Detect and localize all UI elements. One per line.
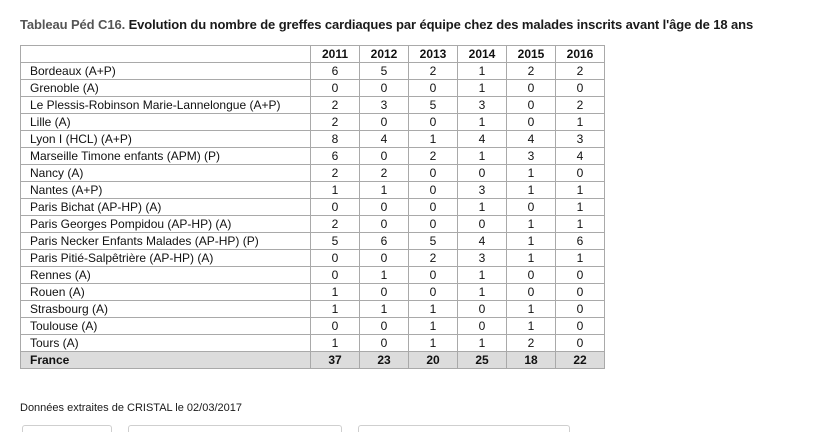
header-corner-cell: [21, 46, 311, 63]
value-cell-2013: 0: [409, 284, 458, 301]
value-cell-2012: 6: [360, 233, 409, 250]
value-cell-2013: 0: [409, 267, 458, 284]
value-cell-2014: 1: [458, 335, 507, 352]
team-name-cell: Le Plessis-Robinson Marie-Lannelongue (A+P): [21, 97, 311, 114]
value-cell-2014: 1: [458, 148, 507, 165]
value-cell-2012: 0: [360, 284, 409, 301]
value-cell-2015: 1: [507, 182, 556, 199]
value-cell-2013: 1: [409, 318, 458, 335]
value-cell-2013: 0: [409, 80, 458, 97]
team-name-cell: Bordeaux (A+P): [21, 63, 311, 80]
year-header-2012: 2012: [360, 46, 409, 63]
table-row: [21, 80, 605, 97]
value-cell-2016: 0: [556, 301, 605, 318]
value-cell-2016: 1: [556, 114, 605, 131]
value-cell-2013: 5: [409, 233, 458, 250]
value-cell-2016: 0: [556, 335, 605, 352]
value-cell-2015: 3: [507, 148, 556, 165]
value-cell-2011: 2: [311, 165, 360, 182]
total-row: [21, 352, 605, 369]
team-name-cell: Paris Pitié-Salpêtrière (AP-HP) (A): [21, 250, 311, 267]
value-cell-2011: 0: [311, 199, 360, 216]
value-cell-2011: 1: [311, 301, 360, 318]
value-cell-2016: 2: [556, 97, 605, 114]
header-row: [21, 46, 605, 63]
value-cell-2015: 1: [507, 318, 556, 335]
value-cell-2012: 0: [360, 148, 409, 165]
team-name-cell: Lyon I (HCL) (A+P): [21, 131, 311, 148]
value-cell-2015: 1: [507, 301, 556, 318]
team-name-cell: Rouen (A): [21, 284, 311, 301]
value-cell-2016: 1: [556, 199, 605, 216]
value-cell-2015: 1: [507, 250, 556, 267]
year-header-2013: 2013: [409, 46, 458, 63]
value-cell-2014: 1: [458, 114, 507, 131]
value-cell-2011: 2: [311, 97, 360, 114]
table-row: [21, 335, 605, 352]
total-value-2014: 25: [458, 352, 507, 369]
value-cell-2012: 0: [360, 80, 409, 97]
value-cell-2012: 0: [360, 318, 409, 335]
value-cell-2014: 0: [458, 216, 507, 233]
year-header-2011: 2011: [311, 46, 360, 63]
team-name-cell: Marseille Timone enfants (APM) (P): [21, 148, 311, 165]
total-value-2013: 20: [409, 352, 458, 369]
value-cell-2014: 1: [458, 63, 507, 80]
year-header-2014: 2014: [458, 46, 507, 63]
value-cell-2013: 1: [409, 131, 458, 148]
value-cell-2014: 0: [458, 165, 507, 182]
value-cell-2013: 0: [409, 199, 458, 216]
value-cell-2011: 0: [311, 267, 360, 284]
value-cell-2012: 0: [360, 199, 409, 216]
value-cell-2012: 0: [360, 250, 409, 267]
table-row: [21, 165, 605, 182]
team-name-cell: Nancy (A): [21, 165, 311, 182]
table-row: [21, 216, 605, 233]
value-cell-2011: 0: [311, 318, 360, 335]
value-cell-2016: 0: [556, 165, 605, 182]
source-note: Données extraites de CRISTAL le 02/03/2017: [20, 402, 242, 414]
value-cell-2012: 1: [360, 301, 409, 318]
team-name-cell: Paris Necker Enfants Malades (AP-HP) (P): [21, 233, 311, 250]
value-cell-2016: 0: [556, 318, 605, 335]
value-cell-2011: 0: [311, 80, 360, 97]
value-cell-2016: 6: [556, 233, 605, 250]
table-body: [21, 63, 605, 352]
team-name-cell: Tours (A): [21, 335, 311, 352]
value-cell-2013: 2: [409, 148, 458, 165]
table-row: [21, 199, 605, 216]
value-cell-2015: 4: [507, 131, 556, 148]
team-name-cell: Nantes (A+P): [21, 182, 311, 199]
value-cell-2014: 1: [458, 80, 507, 97]
value-cell-2011: 0: [311, 250, 360, 267]
value-cell-2014: 4: [458, 131, 507, 148]
table-row: [21, 182, 605, 199]
value-cell-2015: 2: [507, 335, 556, 352]
value-cell-2011: 2: [311, 216, 360, 233]
total-value-2016: 22: [556, 352, 605, 369]
value-cell-2016: 1: [556, 216, 605, 233]
value-cell-2015: 0: [507, 80, 556, 97]
value-cell-2011: 8: [311, 131, 360, 148]
total-value-2012: 23: [360, 352, 409, 369]
table-row: [21, 131, 605, 148]
value-cell-2015: 1: [507, 216, 556, 233]
table-row: [21, 233, 605, 250]
value-cell-2015: 2: [507, 63, 556, 80]
table-row: [21, 318, 605, 335]
value-cell-2012: 0: [360, 335, 409, 352]
value-cell-2014: 1: [458, 284, 507, 301]
value-cell-2013: 1: [409, 301, 458, 318]
value-cell-2011: 1: [311, 284, 360, 301]
total-label: France: [21, 352, 311, 369]
value-cell-2013: 0: [409, 165, 458, 182]
value-cell-2012: 0: [360, 114, 409, 131]
table-row: [21, 97, 605, 114]
team-name-cell: Grenoble (A): [21, 80, 311, 97]
value-cell-2014: 0: [458, 301, 507, 318]
table-caption: [20, 17, 753, 32]
transplant-table: [20, 45, 605, 369]
value-cell-2011: 6: [311, 63, 360, 80]
value-cell-2013: 1: [409, 335, 458, 352]
value-cell-2012: 1: [360, 182, 409, 199]
value-cell-2014: 1: [458, 267, 507, 284]
value-cell-2012: 4: [360, 131, 409, 148]
value-cell-2016: 2: [556, 63, 605, 80]
value-cell-2016: 0: [556, 284, 605, 301]
value-cell-2014: 4: [458, 233, 507, 250]
value-cell-2013: 5: [409, 97, 458, 114]
team-name-cell: Toulouse (A): [21, 318, 311, 335]
value-cell-2013: 0: [409, 114, 458, 131]
value-cell-2016: 1: [556, 250, 605, 267]
value-cell-2011: 6: [311, 148, 360, 165]
table-title: Evolution du nombre de greffes cardiaques par équipe chez des malades inscrits avant l'âge de 18 ans: [125, 17, 754, 32]
value-cell-2013: 0: [409, 182, 458, 199]
team-name-cell: Lille (A): [21, 114, 311, 131]
value-cell-2014: 0: [458, 318, 507, 335]
value-cell-2013: 0: [409, 216, 458, 233]
value-cell-2011: 2: [311, 114, 360, 131]
value-cell-2011: 1: [311, 335, 360, 352]
team-name-cell: Paris Georges Pompidou (AP-HP) (A): [21, 216, 311, 233]
value-cell-2016: 4: [556, 148, 605, 165]
value-cell-2012: 3: [360, 97, 409, 114]
team-name-cell: Paris Bichat (AP-HP) (A): [21, 199, 311, 216]
value-cell-2014: 3: [458, 250, 507, 267]
value-cell-2011: 1: [311, 182, 360, 199]
value-cell-2013: 2: [409, 250, 458, 267]
value-cell-2014: 3: [458, 97, 507, 114]
table-row: [21, 250, 605, 267]
value-cell-2011: 5: [311, 233, 360, 250]
table-row: [21, 267, 605, 284]
value-cell-2016: 0: [556, 267, 605, 284]
value-cell-2016: 0: [556, 80, 605, 97]
table-row: [21, 148, 605, 165]
total-value-2011: 37: [311, 352, 360, 369]
value-cell-2015: 0: [507, 199, 556, 216]
team-name-cell: Rennes (A): [21, 267, 311, 284]
value-cell-2016: 3: [556, 131, 605, 148]
value-cell-2012: 0: [360, 216, 409, 233]
value-cell-2015: 0: [507, 114, 556, 131]
value-cell-2016: 1: [556, 182, 605, 199]
value-cell-2014: 1: [458, 199, 507, 216]
table-row: [21, 63, 605, 80]
table-row: [21, 284, 605, 301]
value-cell-2015: 1: [507, 165, 556, 182]
bottom-tab-1[interactable]: [22, 425, 112, 432]
value-cell-2012: 2: [360, 165, 409, 182]
value-cell-2012: 1: [360, 267, 409, 284]
table-number-label: Tableau Péd C16.: [20, 17, 126, 32]
total-value-2015: 18: [507, 352, 556, 369]
year-header-2015: 2015: [507, 46, 556, 63]
bottom-tab-3[interactable]: [358, 425, 570, 432]
year-header-2016: 2016: [556, 46, 605, 63]
value-cell-2015: 0: [507, 284, 556, 301]
value-cell-2012: 5: [360, 63, 409, 80]
value-cell-2013: 2: [409, 63, 458, 80]
value-cell-2014: 3: [458, 182, 507, 199]
value-cell-2015: 0: [507, 97, 556, 114]
table-row: [21, 301, 605, 318]
team-name-cell: Strasbourg (A): [21, 301, 311, 318]
table-row: [21, 114, 605, 131]
bottom-tab-2[interactable]: [128, 425, 342, 432]
value-cell-2015: 1: [507, 233, 556, 250]
value-cell-2015: 0: [507, 267, 556, 284]
